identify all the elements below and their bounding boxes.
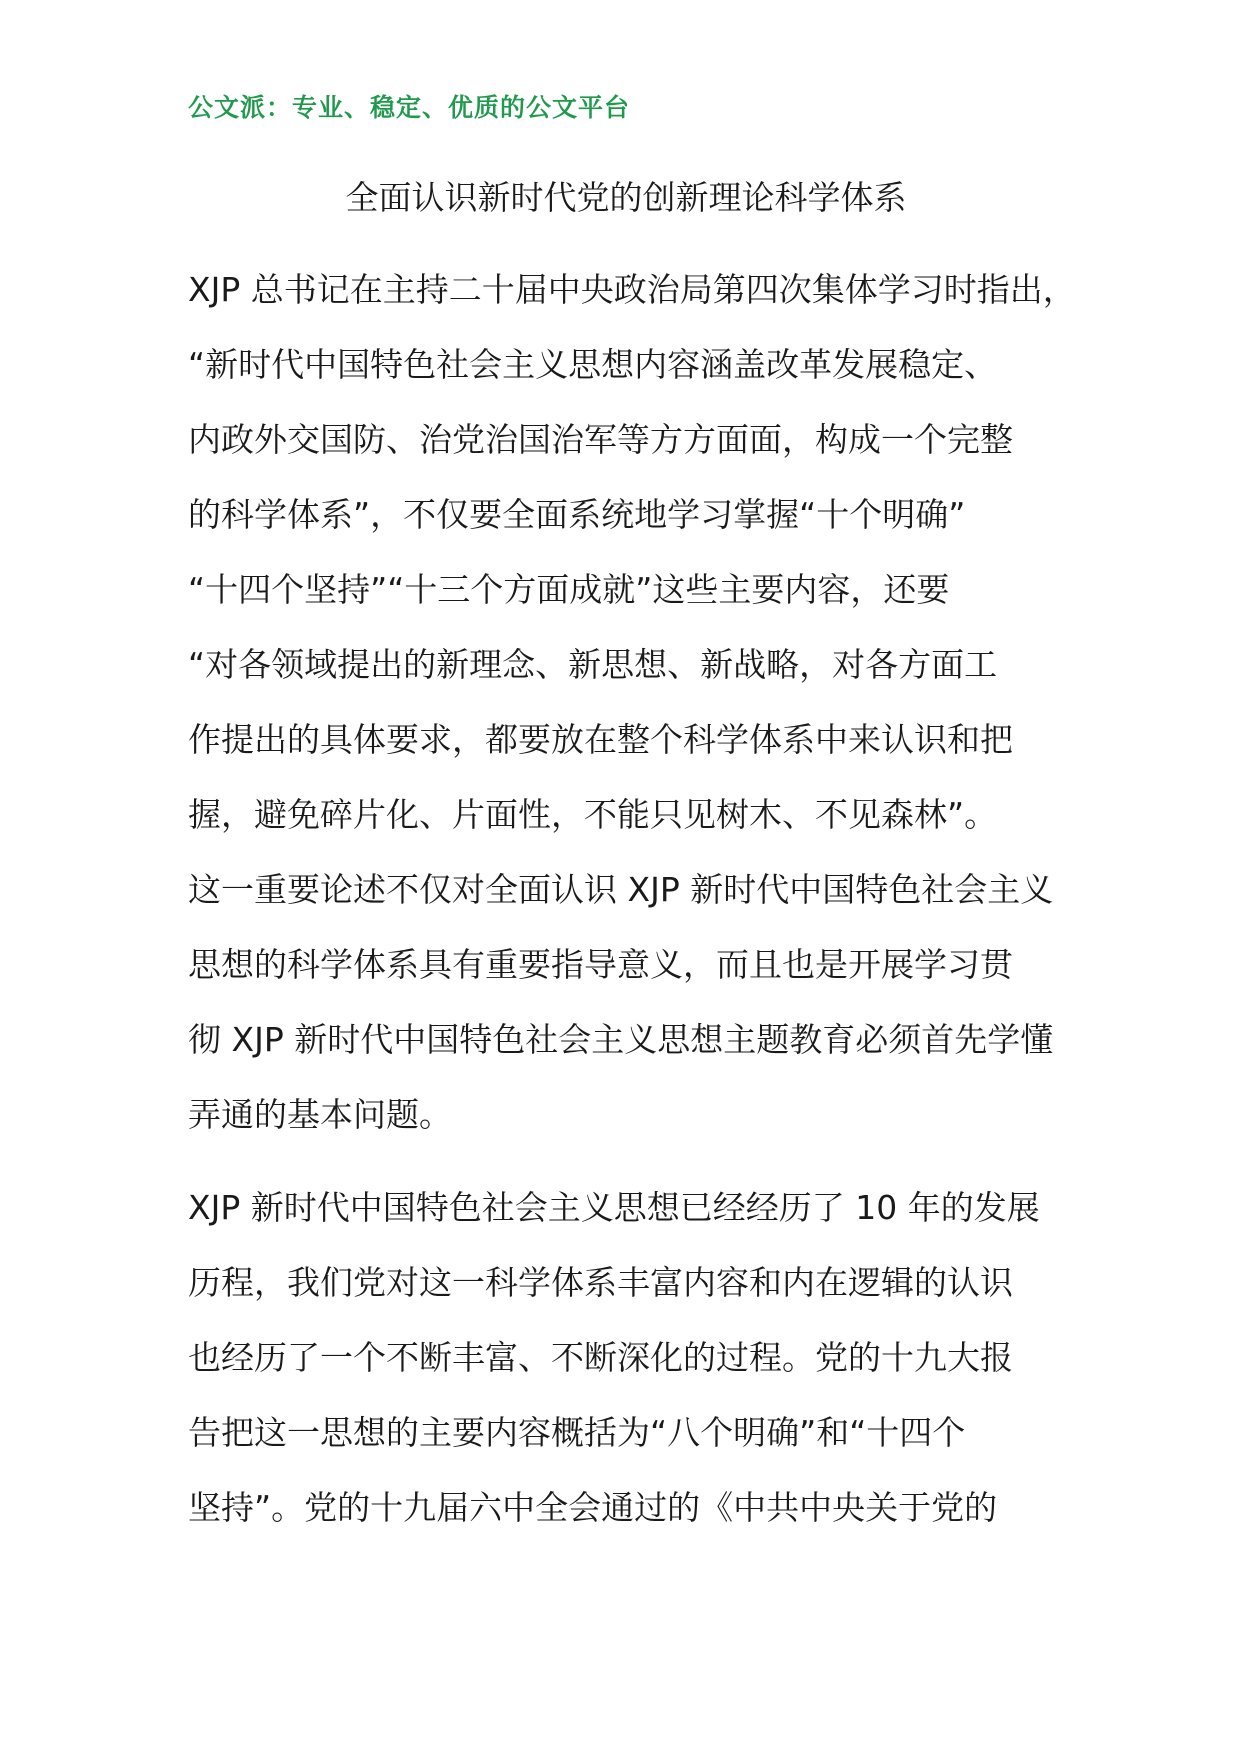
- paragraph-2: [188, 1170, 1088, 1545]
- paragraph-line: 历程，我们党对这一科学体系丰富内容和内在逻辑的认识: [188, 1263, 1013, 1302]
- header-brand-text: 公文派：专业、稳定、优质的公文平台: [188, 93, 631, 122]
- paragraph-line: 彻 XJP 新时代中国特色社会主义思想主题教育必须首先学懂: [188, 1020, 1054, 1059]
- paragraph-line: XJP 总书记在主持二十届中央政治局第四次集体学习时指出，: [188, 270, 1076, 309]
- paragraph-line: 坚持”。党的十九届六中全会通过的《中共中央关于党的: [188, 1488, 998, 1527]
- paragraph-line: 告把这一思想的主要内容概括为“八个明确”和“十四个: [188, 1413, 966, 1452]
- paragraph-line: XJP 新时代中国特色社会主义思想已经经历了 10 年的发展: [188, 1188, 1040, 1227]
- paragraph-line: 这一重要论述不仅对全面认识 XJP 新时代中国特色社会主义: [188, 870, 1054, 909]
- document-title: 全面认识新时代党的创新理论科学体系: [345, 178, 907, 217]
- paragraph-line: 的科学体系”，不仅要全面系统地学习掌握“十个明确”: [188, 495, 966, 534]
- paragraph-line: “十四个坚持”“十三个方面成就”这些主要内容，还要: [188, 570, 950, 609]
- paragraph-1: [188, 252, 1088, 1152]
- paragraph-line: 作提出的具体要求，都要放在整个科学体系中来认识和把: [188, 720, 1013, 759]
- paragraph-line: 内政外交国防、治党治国治军等方方面面，构成一个完整: [188, 420, 1013, 459]
- paragraph-line: “对各领域提出的新理念、新思想、新战略，对各方面工: [188, 645, 998, 684]
- paragraph-line: 也经历了一个不断丰富、不断深化的过程。党的十九大报: [188, 1338, 1013, 1377]
- paragraph-line: 弄通的基本问题。: [188, 1095, 452, 1134]
- paragraph-line: 思想的科学体系具有重要指导意义，而且也是开展学习贯: [188, 945, 1013, 984]
- paragraph-line: “新时代中国特色社会主义思想内容涵盖改革发展稳定、: [188, 345, 998, 384]
- paragraph-line: 握，避免碎片化、片面性，不能只见树木、不见森林”。: [188, 795, 998, 834]
